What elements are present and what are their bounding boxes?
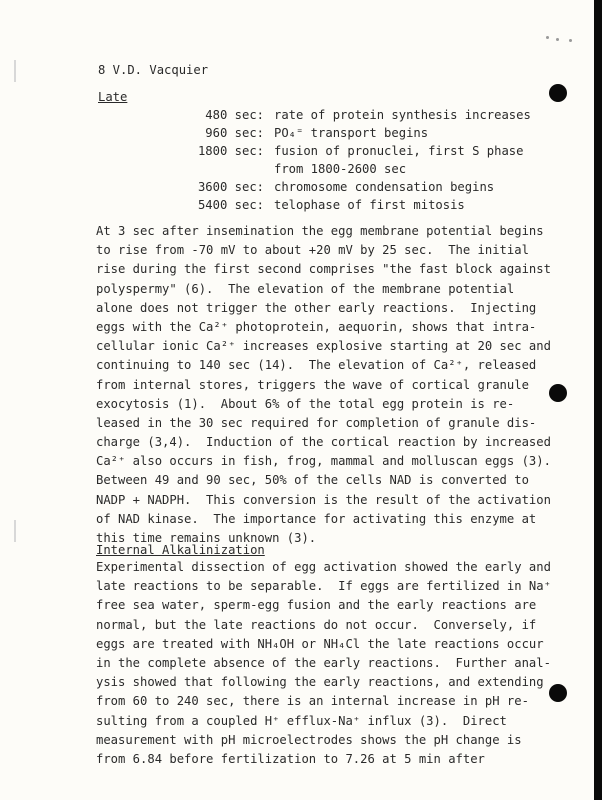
- text-line: from 60 to 240 sec, there is an internal increase in pH re-: [96, 694, 529, 709]
- timeline-row: [196, 160, 531, 178]
- timeline-time: 5400 sec:: [197, 198, 264, 212]
- text-line: from 6.84 before fertilization to 7.26 at 5 min after: [96, 751, 485, 766]
- paragraph-internal-alkalinization: [96, 558, 551, 769]
- timeline-time: 1800 sec:: [197, 144, 264, 158]
- text-line: eggs with the Ca²⁺ photoprotein, aequorin, shows that intra-: [96, 319, 537, 334]
- text-line: alone does not trigger the other early reactions. Injecting: [96, 300, 537, 315]
- timeline-event: from 1800-2600 sec: [274, 162, 407, 176]
- timeline-event: fusion of pronuclei, first S phase: [274, 144, 524, 158]
- timeline-row: [196, 106, 531, 124]
- timeline-event: telophase of first mitosis: [274, 198, 465, 212]
- binder-hole: [549, 84, 567, 102]
- scan-speck: [556, 38, 559, 41]
- text-line: normal, but the late reactions do not occur. Conversely, if: [96, 617, 537, 632]
- text-line: exocytosis (1). About 6% of the total egg protein is re-: [96, 396, 515, 411]
- text-line: free sea water, sperm-egg fusion and the early reactions are: [96, 598, 537, 613]
- timeline-time: 480 sec:: [205, 108, 264, 122]
- text-line: to rise from -70 mV to about +20 mV by 25 sec. The initial: [96, 243, 529, 258]
- text-line: charge (3,4). Induction of the cortical reaction by increased: [96, 435, 551, 450]
- timeline-event: chromosome condensation begins: [274, 180, 495, 194]
- scan-speck: [546, 36, 549, 39]
- timeline-event: PO₄⁼ transport begins: [274, 126, 429, 140]
- text-line: Experimental dissection of egg activation showed the early and: [96, 560, 551, 574]
- text-line: in the complete absence of the early reactions. Further anal-: [96, 655, 551, 670]
- text-line: this time remains unknown (3).: [96, 531, 317, 545]
- timeline-time: 960 sec:: [205, 126, 264, 140]
- text-line: cellular ionic Ca²⁺ increases explosive starting at 20 sec and: [96, 339, 551, 354]
- text-line: leased in the 30 sec required for completion of granule dis-: [96, 415, 537, 430]
- text-line: NADP + NADPH. This conversion is the result of the activation: [96, 492, 551, 507]
- scan-speck: [569, 39, 572, 42]
- text-line: At 3 sec after insemination the egg membrane potential begins: [96, 224, 544, 238]
- text-line: from internal stores, triggers the wave of cortical granule: [96, 377, 529, 392]
- text-line: polyspermy" (6). The elevation of the membrane potential: [96, 281, 515, 296]
- page-edge-mark: [14, 60, 16, 82]
- binder-hole: [549, 684, 567, 702]
- text-line: ysis showed that following the early reactions, and extending: [96, 675, 544, 690]
- page-header: 8 V.D. Vacquier: [98, 63, 209, 77]
- text-line: of NAD kinase. The importance for activating this enzyme at: [96, 511, 537, 526]
- timeline-time: 3600 sec:: [197, 180, 264, 194]
- text-line: sulting from a coupled H⁺ efflux-Na⁺ influx (3). Direct: [96, 713, 507, 728]
- late-timeline: [196, 106, 531, 214]
- text-line: late reactions to be separable. If eggs are fertilized in Na⁺: [96, 579, 551, 594]
- text-line: Between 49 and 90 sec, 50% of the cells NAD is converted to: [96, 473, 529, 488]
- timeline-row: [196, 178, 531, 196]
- timeline-row: [196, 142, 531, 160]
- binder-hole: [549, 384, 567, 402]
- section-title-internal-alkalinization: Internal Alkalinization: [96, 543, 265, 557]
- text-line: eggs are treated with NH₄OH or NH₄Cl the late reactions occur: [96, 636, 544, 651]
- timeline-event: rate of protein synthesis increases: [274, 108, 531, 122]
- page-edge-mark: [14, 520, 16, 542]
- timeline-row: [196, 196, 531, 214]
- section-title-late: Late: [98, 90, 128, 104]
- paragraph-membrane-potential: [96, 222, 551, 548]
- text-line: measurement with pH microelectrodes shows the pH change is: [96, 732, 522, 747]
- timeline-row: [196, 124, 531, 142]
- text-line: continuing to 140 sec (14). The elevation of Ca²⁺, released: [96, 358, 537, 373]
- text-line: Ca²⁺ also occurs in fish, frog, mammal and molluscan eggs (3).: [96, 454, 551, 469]
- text-line: rise during the first second comprises "the fast block against: [96, 262, 551, 277]
